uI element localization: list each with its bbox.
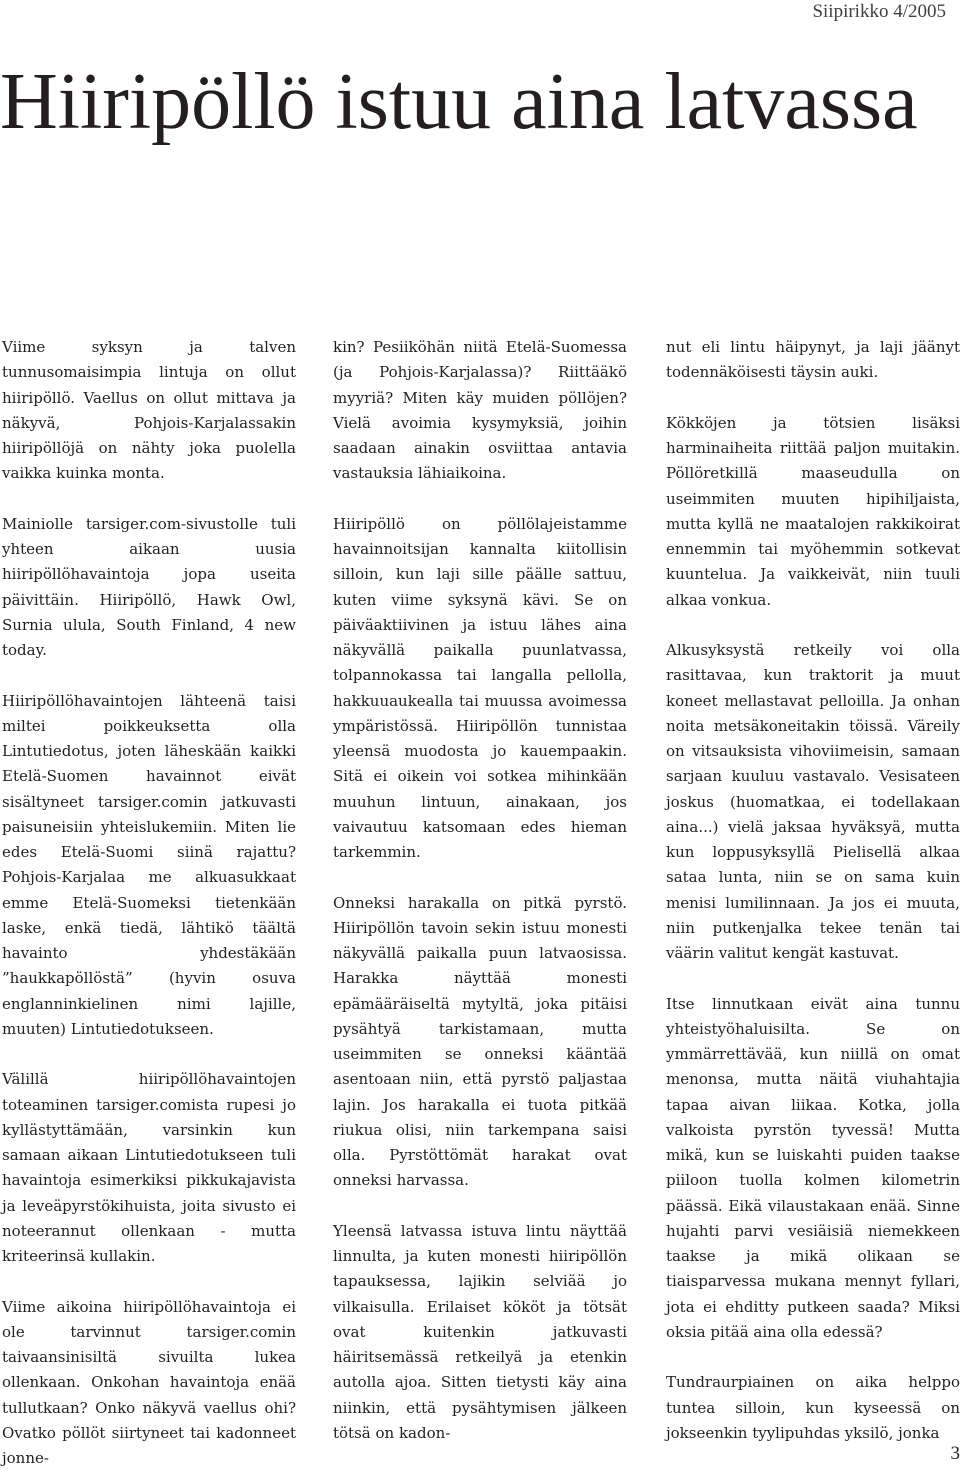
article-column-1 bbox=[2, 335, 296, 1471]
paragraph: Hiiripöllöhavaintojen lähteenä taisi miltei poikkeuksetta olla Lintutiedotus, joten läheskään kaikki Etelä-Suomen havainnot eivät sisältyneet tarsiger.comin jatkuvasti paisuneisiin yhteislukemiin. Miten lie edes Etelä-Suomi siinä rajattu? Pohjois-Karjalaa me alkuasukkaat emme Etelä-Suomeksi tietenkään laske, enkä tiedä, lähtikö täältä havainto yhdestäkään ”haukkapöllöstä” (hyvin osuva englanninkielinen nimi lajille, muuten) Lintutiedotukseen. bbox=[2, 691, 296, 1038]
article-column-2 bbox=[333, 335, 627, 1446]
paragraph: kin? Pesiiköhän niitä Etelä-Suomessa (ja Pohjois-Karjalassa)? Riittääkö myyriä? Miten käy muiden pöllöjen? Vielä avoimia kysymyksiä, joihin saadaan ainakin osviittaa antavia vastauksia lähiaikoina. bbox=[333, 338, 627, 483]
paragraph: Itse linnutkaan eivät aina tunnu yhteistyöhaluisilta. Se on ymmärrettävää, kun niillä on omat menonsa, mutta näitä viuhahtajia tapaa aivan liikaa. Kotka, jolla valkoista pyrstön tyvessä! Mutta mikä, kun se luiskahti puiden taakse piiloon tuolla kolmen kilometrin päässä. Eikä vilaustakaan enää. Sinne hujahti parvi vesiäisiä niemekkeen taakse ja mikä olikaan se tiaisparvessa mukana mennyt fyllari, jota ei ehditty putkeen saada? Miksi oksia pitää aina olla edessä? bbox=[666, 994, 960, 1341]
paragraph: Tundraurpiainen on aika helppo tuntea silloin, kun kyseessä on jokseenkin tyylipuhdas yksilö, jonka bbox=[666, 1373, 960, 1442]
paragraph: Mainiolle tarsiger.com-sivustolle tuli yhteen aikaan uusia hiiripöllöhavaintoja jopa useita päivittäin. Hiiripöllö, Hawk Owl, Surnia ulula, South Finland, 4 new today. bbox=[2, 514, 296, 659]
paragraph: Onneksi harakalla on pitkä pyrstö. Hiiripöllön tavoin sekin istuu monesti näkyvällä paikalla puun latvaosissa. Harakka näyttää monesti epämääräiseltä mytyltä, joka pitäisi pysähtyä tarkistamaan, mutta useimmiten se onneksi kääntää asentoaan niin, että pyrstö paljastaa lajin. Jos harakalla ei tuota pitkää riukua olisi, niin tarkempana saisi olla. Pyrstöttömät harakat ovat onneksi harvassa. bbox=[333, 893, 627, 1190]
article-column-3 bbox=[666, 335, 960, 1446]
paragraph: Viime syksyn ja talven tunnusomaisimpia lintuja on ollut hiiripöllö. Vaellus on ollut mittava ja näkyvä, Pohjois-Karjalassakin hiiripöllöjä on nähty joka puolella vaikka kuinka monta. bbox=[2, 338, 296, 483]
paragraph: Viime aikoina hiiripöllöhavaintoja ei ole tarvinnut tarsiger.comin taivaansinisiltä sivuilta lukea ollenkaan. Onkohan havaintoja enää tullutkaan? Onko näkyvä vaellus ohi? Ovatko pöllöt siirtyneet tai kadonneet jonne- bbox=[2, 1297, 296, 1467]
paragraph: Alkusyksystä retkeily voi olla rasittavaa, kun traktorit ja muut koneet mellastavat pelloilla. Ja onhan noita metsäkoneitakin töissä. Väreily on vitsauksista vihoviimeisin, samaan sarjaan kuuluu vastavalo. Vesisateen joskus (huomatkaa, ei todellakaan aina...) vielä jaksaa hyväksyä, mutta kun loppusyksyllä Pielisellä alkaa sataa lunta, niin se on sama kuin menisi lumilinnaan. Ja jos ei muuta, niin putkenjalka tekee tenän tai väärin valitut kengät kastuvat. bbox=[666, 641, 960, 962]
article-title: Hiiripöllö istuu aina latvassa bbox=[0, 58, 918, 146]
paragraph: Kökköjen ja tötsien lisäksi harminaiheita riittää paljon muitakin. Pöllöretkillä maaseudulla on useimmiten muuten hipihiljaista, mutta kyllä ne maatalojen rakkikoirat ennemmin tai myöhemmin sotkevat kuuntelua. Ja vaikkeivät, niin tuuli alkaa vonkua. bbox=[666, 413, 960, 609]
paragraph: Yleensä latvassa istuva lintu näyttää linnulta, ja kuten monesti hiiripöllön tapauksessa, lajikin selviää jo vilkaisulla. Erilaiset kököt ja tötsät ovat kuitenkin jatkuvasti häiritsemässä retkeilyä ja etenkin autolla ajoa. Sitten tietysti käy aina niinkin, että pysähtymisen jälkeen tötsä on kadon- bbox=[333, 1221, 627, 1442]
paragraph: nut eli lintu häipynyt, ja laji jäänyt todennäköisesti täysin auki. bbox=[666, 338, 960, 382]
page-number: 3 bbox=[950, 1443, 960, 1464]
publication-header: Siipirikko 4/2005 bbox=[812, 1, 946, 22]
paragraph: Hiiripöllö on pöllölajeistamme havainnoitsijan kannalta kiitollisin silloin, kun laji sille päälle sattuu, kuten viime syksynä kävi. Se on päiväaktiivinen ja istuu lähes aina näkyvällä paikalla puunlatvassa, tolpannokassa tai langalla pellolla, hakkuuaukealla tai muussa avoimessa ympäristössä. Hiiripöllön tunnistaa yleensä muodosta jo kauempaakin. Sitä ei oikein voi sotkea mihinkään muuhun lintuun, ainakaan, jos vaivautuu katsomaan edes hieman tarkemmin. bbox=[333, 514, 627, 861]
paragraph: Välillä hiiripöllöhavaintojen toteaminen tarsiger.comista rupesi jo kyllästyttämään, varsinkin kun samaan aikaan Lintutiedotukseen tuli havaintoja esimerkiksi pikkukajavista ja leveäpyrstökihuista, joita sivusto ei noteerannut ollenkaan - mutta kriteerinsä kullakin. bbox=[2, 1070, 296, 1265]
